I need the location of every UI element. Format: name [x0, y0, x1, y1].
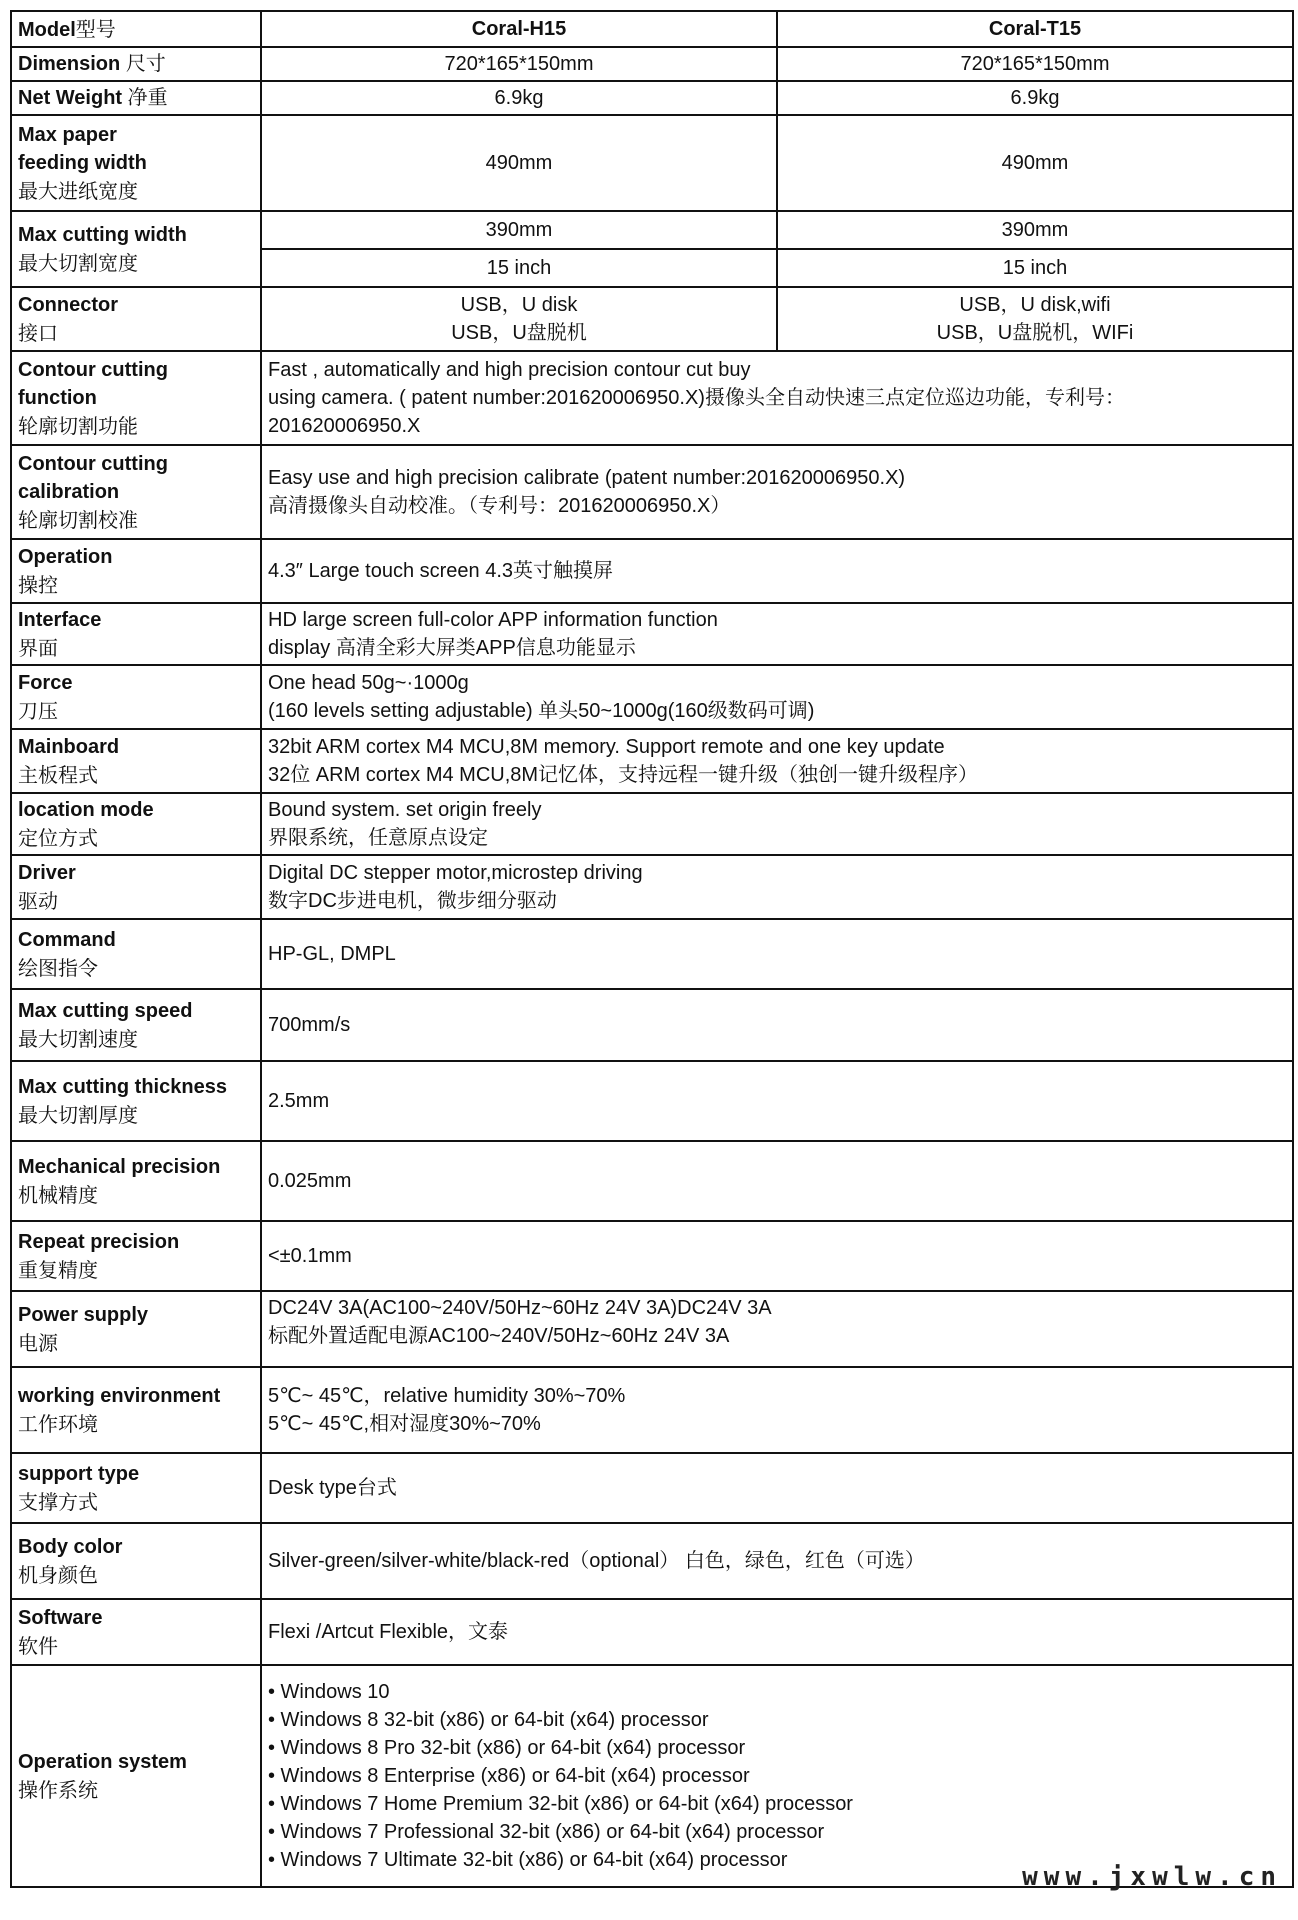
row-force: Force 刀压 One head 50g~·1000g (160 levels setting adjustable) 单头50~1000g(160级数码可调)	[11, 665, 1293, 729]
os-item: • Windows 8 Pro 32-bit (x86) or 64-bit (x64) processor	[268, 1737, 746, 1759]
model-b: Coral-T15	[777, 11, 1293, 47]
row-max-paper: Max paper feeding width 最大进纸宽度 490mm 490mm	[11, 115, 1293, 211]
row-dimension: Dimension 尺寸 720*165*150mm 720*165*150mm	[11, 47, 1293, 81]
row-connector: Connector 接口 USB，U disk USB，U盘脱机 USB，U disk,wifi USB，U盘脱机，WIFi	[11, 287, 1293, 351]
row-repeat-precision: Repeat precision 重复精度 <±0.1mm	[11, 1221, 1293, 1291]
os-item: • Windows 7 Ultimate 32-bit (x86) or 64-bit (x64) processor	[268, 1849, 788, 1871]
os-item: • Windows 7 Professional 32-bit (x86) or 64-bit (x64) processor	[268, 1821, 825, 1843]
row-max-speed: Max cutting speed 最大切割速度 700mm/s	[11, 989, 1293, 1061]
row-net-weight: Net Weight 净重 6.9kg 6.9kg	[11, 81, 1293, 115]
os-item: • Windows 8 32-bit (x86) or 64-bit (x64) processor	[268, 1709, 709, 1731]
row-max-thickness: Max cutting thickness 最大切割厚度 2.5mm	[11, 1061, 1293, 1141]
row-software: Software 软件 Flexi /Artcut Flexible，文泰	[11, 1599, 1293, 1665]
row-contour-calibration: Contour cutting calibration 轮廓切割校准 Easy use and high precision calibrate (patent number:201620006950.X) 高清摄像头自动校准。（专利号：201620006950.X）	[11, 445, 1293, 539]
row-body-color: Body color 机身颜色 Silver-green/silver-white/black-red（optional） 白色，绿色，红色（可选）	[11, 1523, 1293, 1599]
header-row	[11, 11, 1293, 47]
model-label: Model型号	[11, 11, 261, 47]
os-list	[261, 1665, 1293, 1887]
row-contour-function: Contour cutting function 轮廓切割功能 Fast , automatically and high precision contour cut buy using camera. ( patent number:201620006950.X)摄像头全自动快速三点定位巡边功能，专利号： 201620006950.X	[11, 351, 1293, 445]
row-max-cut-width-inch: 15 inch 15 inch	[11, 249, 1293, 287]
row-environment: working environment 工作环境 5℃~ 45℃，relative humidity 30%~70% 5℃~ 45℃,相对湿度30%~70%	[11, 1367, 1293, 1453]
row-mechanical-precision: Mechanical precision 机械精度 0.025mm	[11, 1141, 1293, 1221]
os-item: • Windows 7 Home Premium 32-bit (x86) or 64-bit (x64) processor	[268, 1793, 853, 1815]
row-interface: Interface 界面 HD large screen full-color APP information function display 高清全彩大屏类APP信息功能显示	[11, 603, 1293, 665]
watermark-text: www.jxwlw.cn	[1022, 1862, 1282, 1892]
spec-table	[10, 10, 1294, 1888]
row-max-cut-width: Max cutting width 最大切割宽度 390mm 390mm	[11, 211, 1293, 249]
model-a: Coral-H15	[261, 11, 777, 47]
row-support: support type 支撑方式 Desk type台式	[11, 1453, 1293, 1523]
row-os: Operation system 操作系统 • Windows 10 • Windows 8 32-bit (x86) or 64-bit (x64) processor • Windows 8 Pro 32-bit (x86) or 64-bit (x64) processor • Windows 8 Enterprise (x86) or 64-bit (x64) processor • Windows 7 Home Premium 32-bit (x86) or 64-bit (x64) processor • Windows 7 Professional 32-bit (x86) or 64-bit (x64) processor • Windows 7 Ultimate 32-bit (x86) or 64-bit (x64) processor	[11, 1665, 1293, 1887]
row-operation: Operation 操控 4.3″ Large touch screen 4.3英寸触摸屏	[11, 539, 1293, 603]
row-driver: Driver 驱动 Digital DC stepper motor,microstep driving 数字DC步进电机，微步细分驱动	[11, 855, 1293, 919]
os-item: • Windows 10	[268, 1681, 390, 1703]
os-item: • Windows 8 Enterprise (x86) or 64-bit (x64) processor	[268, 1765, 750, 1787]
row-location: location mode 定位方式 Bound system. set origin freely 界限系统，任意原点设定	[11, 793, 1293, 855]
row-command: Command 绘图指令 HP-GL, DMPL	[11, 919, 1293, 989]
row-power: Power supply 电源 DC24V 3A(AC100~240V/50Hz~60Hz 24V 3A)DC24V 3A 标配外置适配电源AC100~240V/50Hz~60Hz 24V 3A	[11, 1291, 1293, 1367]
row-mainboard: Mainboard 主板程式 32bit ARM cortex M4 MCU,8M memory. Support remote and one key update 32位 ARM cortex M4 MCU,8M记忆体，支持远程一键升级（独创一键升级程序）	[11, 729, 1293, 793]
